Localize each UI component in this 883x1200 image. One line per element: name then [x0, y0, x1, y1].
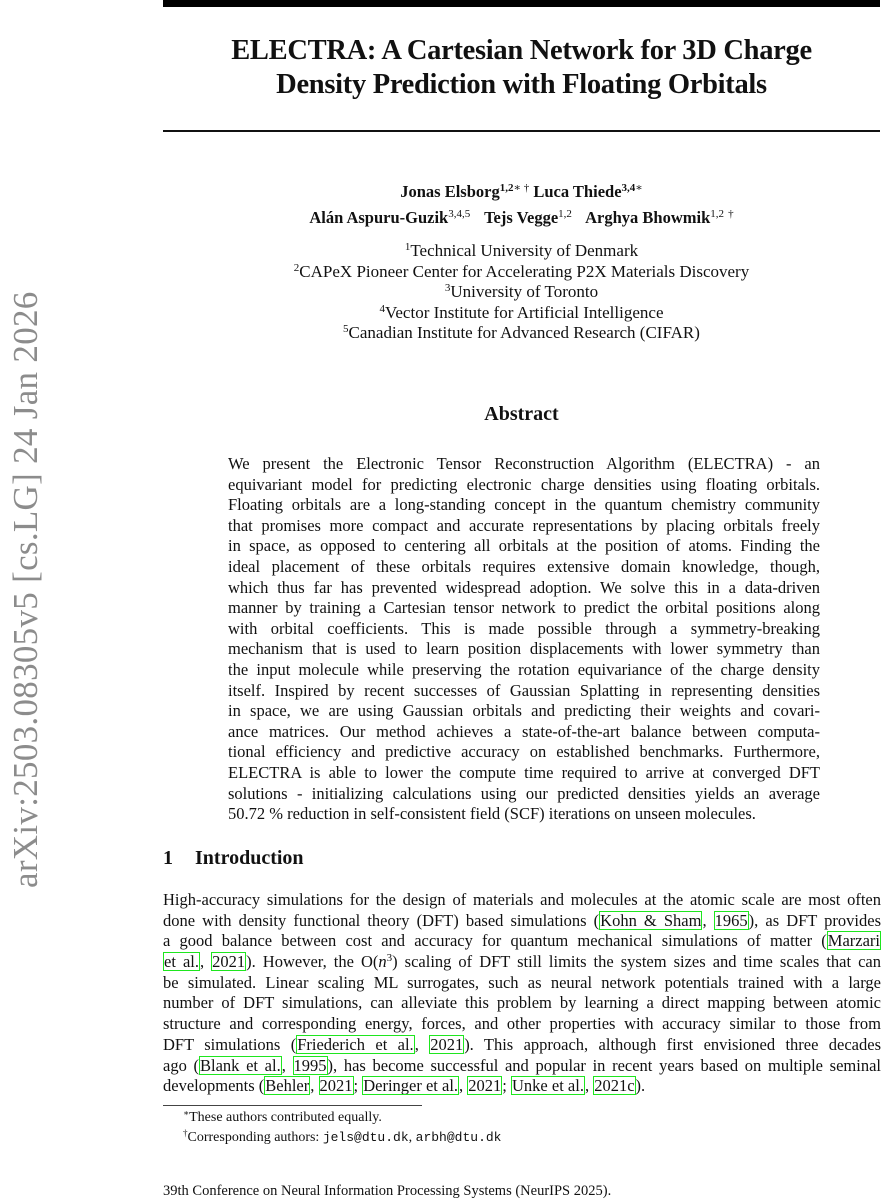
author-name: Luca Thiede — [533, 182, 622, 201]
citation-link[interactable]: Marzari — [827, 931, 880, 951]
citation-link[interactable]: 2021c — [594, 1076, 635, 1096]
footnote-rule — [163, 1105, 422, 1106]
intro-line: High-accuracy simulations for the design of materials and molecules at the atomic scale are most often — [163, 890, 881, 909]
abstract-line: equivariant model for predicting electronic charge densities using floating orbitals. — [228, 474, 820, 494]
author-name: Arghya Bhowmik — [585, 208, 711, 227]
author-marks: † — [728, 208, 734, 220]
citation-link[interactable]: Blank et al. — [200, 1055, 281, 1075]
citation-link[interactable]: 1965 — [714, 910, 748, 930]
affiliation: $^3$University of Toronto — [444, 282, 599, 301]
abstract-line: which thus far has prevented widespread adoption. We solve this in a data-driven — [228, 577, 820, 597]
top-rule — [163, 0, 880, 7]
abstract-line: ELECTRA is able to lower the compute time required to arrive at converged DFT — [228, 762, 820, 782]
abstract-line: in space, as opposed to centering all orbitals at the position of atoms. Finding the — [228, 536, 820, 556]
citation-link[interactable]: Unke et al. — [512, 1076, 584, 1096]
author-marks: ∗ — [635, 182, 643, 194]
intro-line: done with density functional theory (DFT) based simulations (Kohn & Sham, 1965), as DFT provides — [163, 910, 882, 930]
section-number: 1 — [163, 847, 173, 869]
venue-footer: 39th Conference on Neural Information Processing Systems (NeurIPS 2025). — [163, 1183, 612, 1199]
citation-link[interactable]: 2021 — [468, 1076, 502, 1096]
abstract-body — [228, 454, 820, 825]
affiliation: $^4$Vector Institute for Artificial Intelligence — [379, 302, 664, 322]
abstract-line: that promises more compact and accurate representations by placing orbitals freely — [228, 515, 820, 535]
abstract-line: ideal placement of these orbitals requires extensive domain knowledge, though, — [228, 556, 820, 576]
footnotes — [183, 1108, 501, 1148]
introduction-body — [163, 890, 881, 1097]
abstract-line: in space, we are using Gaussian orbitals and predicting their weights and covari- — [228, 701, 820, 721]
footnote-equal-contribution: ∗These authors contributed equally. — [183, 1108, 382, 1125]
intro-line: developments (Behler, 2021; Deringer et al., 2021; Unke et al., 2021c). — [163, 1076, 646, 1096]
author-name: Alán Aspuru-Guzik — [309, 208, 449, 227]
section-title: Introduction — [195, 847, 304, 869]
intro-line: structure and corresponding energy, forces, and other properties with accuracy similar to those from — [163, 1014, 881, 1034]
math-expression: $n^3$ — [378, 952, 393, 972]
author-name: Tejs Vegge — [484, 208, 559, 227]
intro-line: et al., 2021). However, the $O(n^3)$ scaling of DFT still limits the system sizes and time scales that can — [164, 952, 882, 972]
abstract-line: ance matrices. Our method achieves a state-of-the-art balance between computa- — [228, 721, 820, 741]
intro-line: number of DFT simulations, can alleviate this problem by learning a direct mapping between atomic — [163, 993, 881, 1013]
abstract-line: itself. Inspired by recent successes of Gaussian Splatting in representing densities — [228, 680, 820, 700]
author-affiliation: 1,2 — [558, 208, 572, 220]
author-list — [163, 179, 880, 231]
affiliation-list — [163, 241, 880, 344]
paper-title — [163, 34, 880, 102]
abstract-heading: Abstract — [484, 403, 559, 425]
title-rule — [163, 130, 880, 132]
citation-link[interactable]: Behler — [265, 1076, 310, 1096]
intro-line: a good balance between cost and accuracy for quantum mechanical simulations of matter (Marzari — [163, 931, 880, 951]
abstract-line: manner by training a Cartesian tensor network to predict the orbital positions along — [228, 598, 820, 618]
intro-line: DFT simulations (Friederich et al., 2021). This approach, although first envisioned three decades — [163, 1034, 882, 1054]
abstract-line: the input molecule while preserving the rotation equivariance of the charge density — [228, 659, 820, 679]
citation-link[interactable]: 1995 — [293, 1055, 327, 1075]
abstract-line: We present the Electronic Tensor Reconstruction Algorithm (ELECTRA) - an — [228, 454, 820, 473]
author-marks: ∗ † — [513, 182, 530, 194]
affiliation: $^1$Technical University of Denmark — [404, 241, 639, 260]
title-line-2: Density Prediction with Floating Orbitals — [276, 69, 767, 100]
author-name: Jonas Elsborg — [400, 182, 500, 201]
citation-link[interactable]: et al. — [164, 952, 199, 972]
author-affiliation: 1,2 — [710, 208, 725, 220]
title-line-1: ELECTRA: A Cartesian Network for 3D Charge — [231, 35, 812, 66]
author-affiliation: 3,4,5 — [448, 208, 471, 220]
abstract-line: mechanism that is used to learn position displacements with lower symmetry than — [228, 639, 820, 659]
email-link[interactable]: jels@dtu.dk — [322, 1130, 409, 1145]
author-affiliation: 1,2 — [499, 182, 514, 194]
abstract-line: tional efficiency and predictive accuracy on established benchmarks. Furthermore, — [228, 742, 820, 762]
section-heading-introduction — [163, 847, 304, 870]
abstract-line: solutions - initializing calculations using our predicted densities yields an average — [228, 783, 820, 803]
email-link[interactable]: arbh@dtu.dk — [415, 1130, 502, 1145]
arxiv-identifier-stamp: arXiv:2503.08305v5 [cs.LG] 24 Jan 2026 — [6, 291, 45, 888]
abstract-line: 50.72 % reduction in self-consistent field (SCF) iterations on unseen molecules. — [228, 804, 756, 824]
affiliation: $^2$CAPeX Pioneer Center for Accelerating P2X Materials Discovery — [293, 261, 750, 281]
citation-link[interactable]: 2021 — [212, 952, 246, 972]
author-affiliation: 3,4 — [621, 182, 636, 194]
citation-link[interactable]: Kohn & Sham — [600, 910, 702, 930]
citation-link[interactable]: Friederich et al. — [297, 1034, 414, 1054]
citation-link[interactable]: Deringer et al. — [363, 1076, 459, 1096]
abstract-line: Floating orbitals are a long-standing concept in the quantum chemistry community — [228, 495, 820, 515]
citation-link[interactable]: 2021 — [319, 1076, 353, 1096]
footnote-corresponding-authors: †Corresponding authors: jels@dtu.dk, arbh@dtu.dk — [183, 1128, 502, 1145]
intro-line: ago (Blank et al., 1995), has become successful and popular in recent years based on multiple seminal — [163, 1055, 881, 1075]
citation-link[interactable]: 2021 — [430, 1034, 464, 1054]
abstract-line: with orbital coefficients. This is made possible through a symmetry-breaking — [228, 618, 820, 638]
intro-line: be simulated. Linear scaling ML surrogates, such as neural network potentials trained with a large — [163, 972, 881, 992]
affiliation: $^5$Canadian Institute for Advanced Research (CIFAR) — [343, 323, 700, 342]
